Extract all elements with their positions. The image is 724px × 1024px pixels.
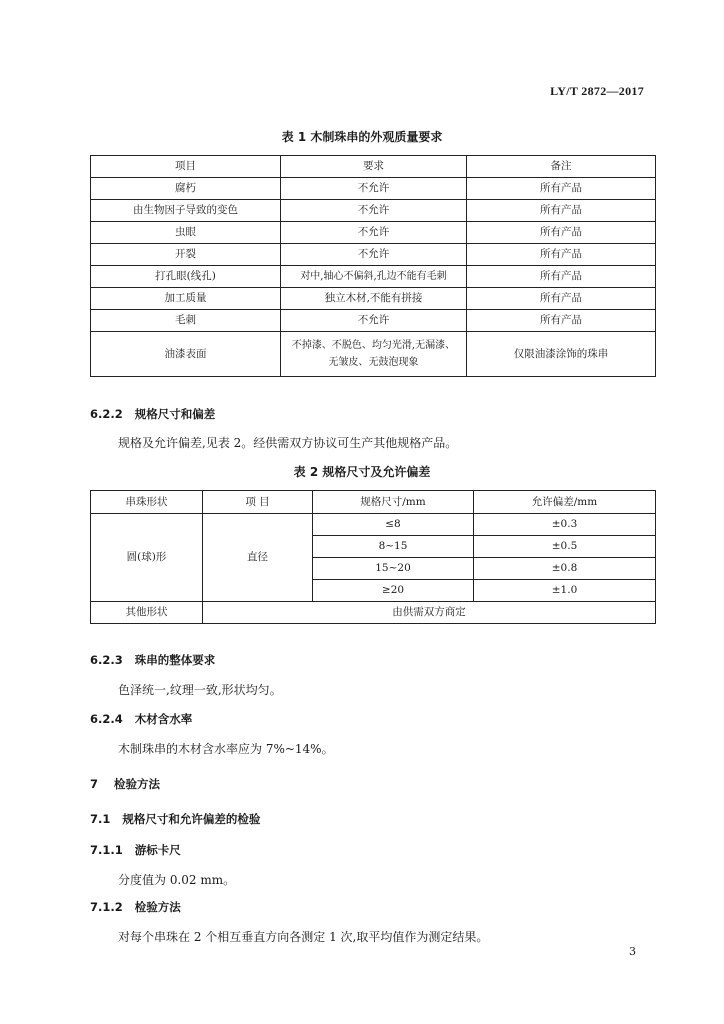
cell: ≤8	[313, 514, 474, 536]
cell: 所有产品	[467, 288, 656, 310]
section-title: 规格尺寸和偏差	[134, 407, 216, 421]
cell: 不允许	[281, 200, 467, 222]
section-6-2-4-heading	[90, 711, 192, 727]
cell: 不允许	[281, 222, 467, 244]
table-row	[91, 332, 656, 377]
section-title: 游标卡尺	[134, 843, 181, 857]
section-number: 7	[90, 777, 99, 791]
section-number: 7.1.2	[90, 900, 123, 914]
cell: 不允许	[281, 178, 467, 200]
section-title: 珠串的整体要求	[134, 653, 216, 667]
cell: 由生物因子导致的变色	[91, 200, 281, 222]
table-row	[91, 310, 656, 332]
cell: ≥20	[313, 580, 474, 602]
section-7-1-1-heading	[90, 842, 181, 858]
section-number: 7.1	[90, 812, 111, 826]
cell: ±1.0	[474, 580, 656, 602]
table-header-row	[91, 156, 656, 178]
section-title: 检验方法	[134, 900, 181, 914]
cell: 不允许	[281, 244, 467, 266]
section-number: 6.2.4	[90, 712, 123, 726]
section-7-1-2-text: 对每个串珠在 2 个相互垂直方向各测定 1 次,取平均值作为测定结果。	[118, 930, 489, 944]
cell: ±0.8	[474, 558, 656, 580]
cell: 8~15	[313, 536, 474, 558]
section-6-2-4-text: 木制珠串的木材含水率应为 7%~14%。	[118, 742, 334, 756]
cell: 所有产品	[467, 200, 656, 222]
cell: 独立木材,不能有拼接	[281, 288, 467, 310]
item-cell: 直径	[203, 514, 313, 602]
cell: 所有产品	[467, 310, 656, 332]
section-6-2-2-heading	[90, 406, 215, 422]
cell: 所有产品	[467, 178, 656, 200]
cell: 不允许	[281, 310, 467, 332]
cell: 开裂	[91, 244, 281, 266]
section-6-2-2-text: 规格及允许偏差,见表 2。经供需双方协议可生产其他规格产品。	[118, 436, 458, 450]
table-row	[91, 244, 656, 266]
header-cell: 允许偏差/mm	[474, 491, 656, 514]
cell: 其他形状	[91, 602, 203, 624]
header-cell: 规格尺寸/mm	[313, 491, 474, 514]
table-row	[91, 178, 656, 200]
section-6-2-3-heading	[90, 652, 215, 668]
cell: ±0.3	[474, 514, 656, 536]
header-cell: 要求	[281, 156, 467, 178]
cell: 腐朽	[91, 178, 281, 200]
section-number: 6.2.2	[90, 407, 123, 421]
section-title: 木材含水率	[134, 712, 193, 726]
table-row	[91, 222, 656, 244]
table-row	[91, 288, 656, 310]
table2-caption: 表 2 规格尺寸及允许偏差	[293, 465, 431, 479]
section-number: 7.1.1	[90, 843, 123, 857]
header-cell: 项目	[91, 156, 281, 178]
cell: 毛刺	[91, 310, 281, 332]
table-row	[91, 602, 656, 624]
cell: 15~20	[313, 558, 474, 580]
table1-appearance-quality	[90, 155, 656, 377]
cell: 所有产品	[467, 266, 656, 288]
cell: 对中,轴心不偏斜,孔边不能有毛刺	[281, 266, 467, 288]
cell: ±0.5	[474, 536, 656, 558]
table-row	[91, 200, 656, 222]
table-row	[91, 266, 656, 288]
cell: 所有产品	[467, 222, 656, 244]
cell	[281, 332, 467, 377]
section-7-1-2-heading	[90, 899, 181, 915]
cell: 油漆表面	[91, 332, 281, 377]
header-cell: 备注	[467, 156, 656, 178]
section-7-heading	[90, 776, 160, 792]
header-cell: 项 目	[203, 491, 313, 514]
header-cell: 串珠形状	[91, 491, 203, 514]
table-header-row	[91, 491, 656, 514]
cell: 打孔眼(线孔)	[91, 266, 281, 288]
shape-cell: 圆(球)形	[91, 514, 203, 602]
page-number: 3	[629, 945, 636, 958]
cell: 仅限油漆涂饰的珠串	[467, 332, 656, 377]
table-row	[91, 514, 656, 536]
cell-line: 不掉漆、不脱色、均匀光滑,无漏漆、	[291, 340, 456, 351]
cell: 虫眼	[91, 222, 281, 244]
table1-caption: 表 1 木制珠串的外观质量要求	[281, 130, 443, 144]
section-number: 6.2.3	[90, 653, 123, 667]
section-title: 检验方法	[114, 777, 161, 791]
cell-line: 无皱皮、无鼓泡现象	[328, 357, 419, 368]
section-6-2-3-text: 色泽统一,纹理一致,形状均匀。	[118, 683, 282, 697]
section-7-1-1-text: 分度值为 0.02 mm。	[118, 873, 236, 887]
section-7-1-heading	[90, 811, 260, 827]
cell: 加工质量	[91, 288, 281, 310]
section-title: 规格尺寸和允许偏差的检验	[122, 812, 261, 826]
cell: 所有产品	[467, 244, 656, 266]
standard-code: LY/T 2872—2017	[550, 84, 644, 98]
table2-spec-tolerance	[90, 490, 656, 624]
cell: 由供需双方商定	[203, 602, 656, 624]
